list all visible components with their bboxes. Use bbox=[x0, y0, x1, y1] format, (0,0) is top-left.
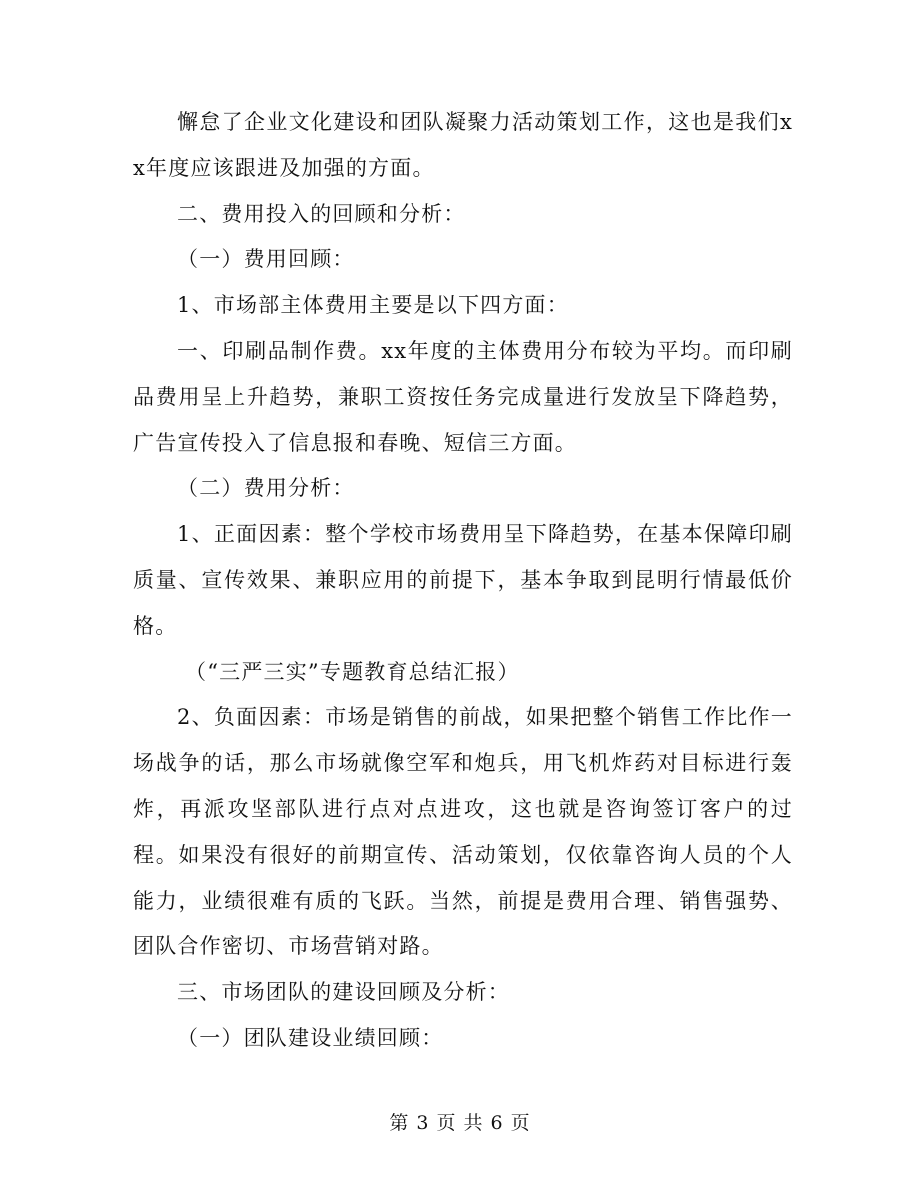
heading-cost-review-analysis: 二、费用投入的回顾和分析： bbox=[177, 201, 466, 226]
paragraph-culture-building: 懈怠了企业文化建设和团队凝聚力活动策划工作，这也是我们xx年度应该跟进及加强的方面。 bbox=[133, 110, 793, 180]
document-body bbox=[133, 100, 793, 1062]
paragraph-main-costs: 1、市场部主体费用主要是以下四方面： bbox=[177, 293, 569, 318]
page-number-footer: 第 3 页 共 6 页 bbox=[389, 1112, 531, 1134]
paragraph-report-note: （“三严三实”专题教育总结汇报） bbox=[185, 659, 520, 684]
subheading-team-performance: （一）团队建设业绩回顾： bbox=[177, 1025, 444, 1050]
paragraph-negative-factors: 2、负面因素：市场是销售的前战，如果把整个销售工作比作一场战争的话，那么市场就像空军和炮兵，用飞机炸药对目标进行轰炸，再派攻坚部队进行点对点进攻，这也就是咨询签订客户的过程。如果没有很好的前期宣传、活动策划，仅依靠咨询人员的个人能力，业绩很难有质的飞跃。当然，前提是费用合理、销售强势、团队合作密切、市场营销对路。 bbox=[133, 705, 793, 959]
paragraph-positive-factors: 1、正面因素：整个学校市场费用呈下降趋势，在基本保障印刷质量、宣传效果、兼职应用的前提下，基本争取到昆明行情最低价格。 bbox=[133, 522, 793, 638]
subheading-cost-review: （一）费用回顾： bbox=[177, 247, 355, 272]
subheading-cost-analysis: （二）费用分析： bbox=[177, 476, 355, 501]
paragraph-printing-costs: 一、印刷品制作费。xx年度的主体费用分布较为平均。而印刷品费用呈上升趋势，兼职工资按任务完成量进行发放呈下降趋势，广告宣传投入了信息报和春晚、短信三方面。 bbox=[133, 338, 793, 455]
heading-team-building: 三、市场团队的建设回顾及分析： bbox=[177, 980, 510, 1005]
